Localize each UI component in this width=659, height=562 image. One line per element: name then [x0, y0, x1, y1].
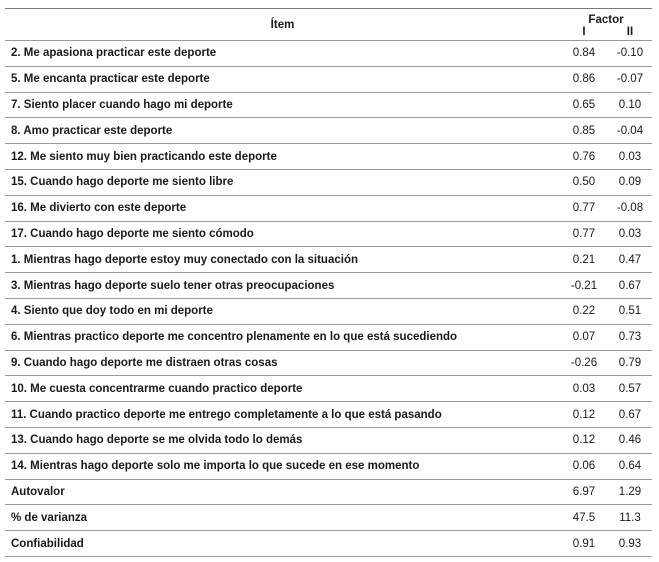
- table-header-row: [5, 9, 652, 27]
- factor-2-value: 0.93: [608, 531, 652, 557]
- table-row: [5, 427, 652, 453]
- table-row: [5, 505, 652, 531]
- factor-1-value: 0.07: [560, 324, 608, 350]
- table-row: [5, 169, 652, 195]
- factor-2-value: 0.73: [608, 324, 652, 350]
- item-cell: 11. Cuando practico deporte me entrego completamente a lo que está pasando: [5, 402, 560, 428]
- factor-2-value: 0.03: [608, 144, 652, 170]
- table-row: [5, 66, 652, 92]
- factor-1-value: 0.77: [560, 221, 608, 247]
- factor-2-header: II: [626, 26, 634, 38]
- factor-1-value: 0.50: [560, 169, 608, 195]
- table-row: [5, 324, 652, 350]
- item-cell: 14. Mientras hago deporte solo me importa lo que sucede en ese momento: [5, 453, 560, 479]
- table-row: [5, 273, 652, 299]
- item-cell: 3. Mientras hago deporte suelo tener otras preocupaciones: [5, 273, 560, 299]
- table-row: [5, 402, 652, 428]
- factor-1-value: 0.03: [560, 376, 608, 402]
- factor-2-value: -0.04: [608, 118, 652, 144]
- factor-loadings-table: [5, 8, 652, 557]
- item-cell: Confiabilidad: [5, 531, 560, 557]
- table-row: [5, 221, 652, 247]
- factor-1-value: -0.26: [560, 350, 608, 376]
- factor-1-value: 0.86: [560, 66, 608, 92]
- factor-2-value: 0.67: [608, 273, 652, 299]
- factor-1-value: 0.84: [560, 41, 608, 67]
- factor-1-value: 47.5: [560, 505, 608, 531]
- factor-2-value: 0.09: [608, 169, 652, 195]
- table-body: [5, 41, 652, 557]
- factor-2-value: 0.47: [608, 247, 652, 273]
- factor-2-value: -0.10: [608, 41, 652, 67]
- item-cell: 15. Cuando hago deporte me siento libre: [5, 169, 560, 195]
- item-cell: 7. Siento placer cuando hago mi deporte: [5, 92, 560, 118]
- item-column-header: Ítem: [270, 18, 295, 31]
- table-row: [5, 118, 652, 144]
- item-cell: 16. Me divierto con este deporte: [5, 195, 560, 221]
- factor-1-value: 0.65: [560, 92, 608, 118]
- factor-1-value: 0.91: [560, 531, 608, 557]
- table-row: [5, 92, 652, 118]
- item-cell: 6. Mientras practico deporte me concentro plenamente en lo que está sucediendo: [5, 324, 560, 350]
- factor-2-value: 0.51: [608, 298, 652, 324]
- factor-1-value: 0.22: [560, 298, 608, 324]
- factor-2-value: 0.79: [608, 350, 652, 376]
- factor-2-value: 11.3: [608, 505, 652, 531]
- factor-2-value: 0.03: [608, 221, 652, 247]
- table-row: [5, 531, 652, 557]
- factor-2-value: -0.07: [608, 66, 652, 92]
- item-cell: 2. Me apasiona practicar este deporte: [5, 41, 560, 67]
- item-cell: 4. Siento que doy todo en mi deporte: [5, 298, 560, 324]
- factor-1-header: I: [582, 26, 586, 38]
- factor-1-value: 0.12: [560, 402, 608, 428]
- item-cell: 8. Amo practicar este deporte: [5, 118, 560, 144]
- item-cell: Autovalor: [5, 479, 560, 505]
- factor-2-value: 0.67: [608, 402, 652, 428]
- table-row: [5, 247, 652, 273]
- item-cell: 10. Me cuesta concentrarme cuando practico deporte: [5, 376, 560, 402]
- table-row: [5, 350, 652, 376]
- table-row: [5, 479, 652, 505]
- item-cell: 9. Cuando hago deporte me distraen otras cosas: [5, 350, 560, 376]
- factor-2-value: 0.10: [608, 92, 652, 118]
- table-row: [5, 376, 652, 402]
- factor-2-value: 0.57: [608, 376, 652, 402]
- factor-2-value: 0.46: [608, 427, 652, 453]
- table-row: [5, 41, 652, 67]
- item-cell: 17. Cuando hago deporte me siento cómodo: [5, 221, 560, 247]
- factor-1-value: 0.06: [560, 453, 608, 479]
- factor-1-value: 0.12: [560, 427, 608, 453]
- item-cell: % de varianza: [5, 505, 560, 531]
- factor-2-value: 0.64: [608, 453, 652, 479]
- factor-1-value: 0.85: [560, 118, 608, 144]
- factor-column-header: Factor: [588, 14, 624, 26]
- table-row: [5, 298, 652, 324]
- table-row: [5, 144, 652, 170]
- factor-1-value: 0.21: [560, 247, 608, 273]
- factor-2-value: 1.29: [608, 479, 652, 505]
- item-cell: 12. Me siento muy bien practicando este deporte: [5, 144, 560, 170]
- factor-1-value: -0.21: [560, 273, 608, 299]
- table-row: [5, 453, 652, 479]
- factor-1-value: 0.77: [560, 195, 608, 221]
- table-row: [5, 195, 652, 221]
- item-cell: 5. Me encanta practicar este deporte: [5, 66, 560, 92]
- item-cell: 1. Mientras hago deporte estoy muy conectado con la situación: [5, 247, 560, 273]
- factor-2-value: -0.08: [608, 195, 652, 221]
- item-cell: 13. Cuando hago deporte se me olvida todo lo demás: [5, 427, 560, 453]
- factor-1-value: 0.76: [560, 144, 608, 170]
- factor-1-value: 6.97: [560, 479, 608, 505]
